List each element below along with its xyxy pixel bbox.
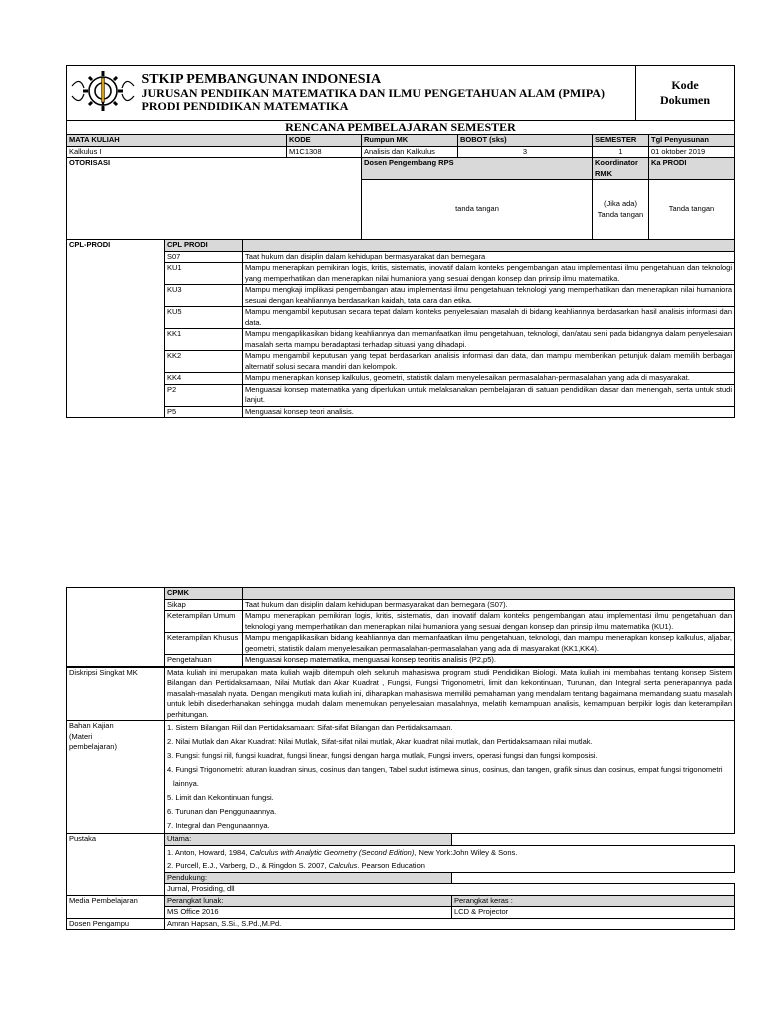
pustaka-label: Pustaka: [67, 834, 165, 896]
kode-value: M1C1308: [287, 146, 362, 158]
bahan-item: 4. Fungsi Trigonometri: aturan kuadran sinus, cosinus dan tangen, Tabel sudut istimewa sinus, cosinus, dan tangen, grafik sinus dan cosinus, empat fungsi trigonometri lainnya.: [167, 765, 723, 788]
details-table: [66, 667, 735, 931]
ref2-publisher: . Pearson Education: [357, 860, 425, 870]
media-label: Media Pembelajaran: [67, 895, 165, 918]
cpmk-label: Keterampilan Khusus: [165, 633, 243, 655]
cpmk-text: Mampu menerapkan pemikiran logis, kritis, sistematis, dan inovatif dalam konteks pengembangan atau implementasi ilmu pengetahuan dan teknologi yang memperhatikan dan menerapkan nilai humaniora yang sesuai dengan konsep dan prinsip ilmu matematika (KU1).: [243, 611, 735, 633]
cpl-code: P5: [165, 406, 243, 418]
rps-page-top: [66, 65, 734, 418]
cpl-row: [67, 263, 735, 285]
pustaka-utama-blank: [452, 834, 735, 846]
cpl-row: [67, 384, 735, 406]
cpmk-row: [67, 655, 735, 667]
institution-name: STKIP PEMBANGUNAN INDONESIA: [141, 72, 382, 88]
rumpun-label: Rumpun MK: [362, 135, 458, 147]
cpl-code: KK4: [165, 373, 243, 385]
bahan-item: 2. Nilai Mutlak dan Akar Kuadrat: Nilai Mutlak, Sifat-sifat nilai mutlak, Akar kuadrat nilai mutlak, dan Pertidaksamaan nilai mutlak.: [167, 737, 593, 746]
tgl-penyusunan-label: Tgl Penyusunan: [649, 135, 735, 147]
perangkat-keras-value: LCD & Projector: [452, 907, 735, 919]
pustaka-pendukung-label: Pendukung:: [165, 872, 452, 884]
cpmk-header-blank: [243, 588, 735, 600]
gear-pen-logo-icon: [68, 66, 138, 116]
ref1-publisher: , New York:John Wiley & Sons.: [414, 847, 518, 857]
bahan-item: 3. Fungsi: fungsi riil, fungsi kuadrat, fungsi linear, fungsi dengan harga mutlak, Fungsi invers, operasi fungsi dan fungsi komposisi.: [167, 751, 598, 760]
signature-kaprodi: [649, 180, 735, 240]
ref1-author: 1. Anton, Howard, 1984,: [167, 847, 250, 857]
rps-page-bottom: [66, 587, 734, 930]
rumpun-value: Analisis dan Kalkulus: [362, 146, 458, 158]
institution-title-cell: [140, 66, 636, 121]
cpl-row: [67, 307, 735, 329]
cpl-text: Mampu mengkaji implikasi pengembangan atau implementasi ilmu pengetahuan teknologi yang memperhatikan dan menerapkan nilai humaniora sesuai dengan keahliannya berdasarkan kaidah, tata cara dan etika.: [243, 285, 735, 307]
cpl-text: Mampu menerapkan pemikiran logis, kritis, sistematis, inovatif dalam konteks pengembangan atau implementasi ilmu pengetahuan dan teknologi yang memperhatikan dan menerapkan nilai humaniora yang sesuai dengan konsep dan prinsip ilmu matematika.: [243, 263, 735, 285]
cpmk-label: Pengetahuan: [165, 655, 243, 667]
bahan-item: 5. Limit dan Kekontinuan fungsi.: [167, 793, 274, 802]
cpl-prodi-table: [66, 240, 735, 418]
ref2-author: 2. Purcell, E.J., Varberg, D., & Ringdon S. 2007,: [167, 860, 329, 870]
cpmk-label: Keterampilan Umum: [165, 611, 243, 633]
bobot-label: BOBOT (sks): [458, 135, 593, 147]
cpmk-label: Sikap: [165, 599, 243, 611]
cpl-code: S07: [165, 251, 243, 263]
cpl-row: [67, 285, 735, 307]
dosen-pengembang-label: Dosen Pengembang RPS: [362, 158, 593, 180]
cpl-text: Mampu menerapkan konsep kalkulus, geometri, statistik dalam menyelesaikan permasalahan-permasalahan yang ada di masyarakat.: [243, 373, 735, 385]
koordinator-label: Koordinator RMK: [593, 158, 649, 180]
dosen-pengampu-value: Amran Hapsan, S.Si., S.Pd.,M.Pd.: [165, 918, 735, 930]
deskripsi-text: Mata kuliah ini merupakan mata kuliah wajib ditempuh oleh seluruh mahasiswa program studi Pendidikan Biologi. Mata kuliah ini membahas tentang konsep Sistem Bilangan dan Pertidaksamaan, Nilai Mutlak dan Akar Kuadrat , Fungsi, Fungsi Trigonometri, limit dan kekontinuan, Turunan, dan Integral serta penerapannya pada masalah-masalah nyata. Dengan mengikuti mata kuliah ini, diharapkan mahasiswa memiliki pemahaman yang mendalam tentang bagaimana memandang suatu masalah untuk lebih disederhanakan sehingga mudah dalam menemukan penyelesaian masalahnya, melatih kemampuan analisis, kemampuan berpikir logis dan keterampilan perhitungan.: [165, 667, 735, 721]
bahan-kajian-label: Bahan Kajian (Materi pembelajaran): [67, 721, 165, 834]
signature-kaprodi-text: Tanda tangan: [668, 204, 715, 214]
institution-header-table: [66, 65, 735, 121]
bahan-item: 7. Integral dan Pengunaannya.: [167, 821, 270, 830]
pustaka-utama-label: Utama:: [165, 834, 452, 846]
cpl-code: KU5: [165, 307, 243, 329]
semester-label: SEMESTER: [593, 135, 649, 147]
perangkat-keras-label: Perangkat keras :: [452, 895, 735, 907]
deskripsi-label: Diskripsi Singkat MK: [67, 667, 165, 721]
semester-value: 1: [593, 146, 649, 158]
cpl-prodi-header: CPL PRODI: [165, 240, 243, 251]
signature-koordinator: [593, 180, 649, 240]
cpl-code: KU3: [165, 285, 243, 307]
cpl-row: [67, 373, 735, 385]
course-info-table: [66, 121, 735, 241]
kode-label-cell: KODE: [287, 135, 362, 147]
kaprodi-label: Ka PRODI: [649, 158, 735, 180]
pustaka-pendukung-text: Jurnal, Prosiding, dll: [165, 884, 735, 896]
cpl-code: KK1: [165, 329, 243, 351]
bahan-kajian-list: [165, 721, 735, 834]
cpmk-text: Menguasai konsep matematika, menguasai konsep teoritis analisis (P2,p5).: [243, 655, 735, 667]
program-name: PRODI PENDIDIKAN MATEMATIKA: [141, 99, 349, 114]
bahan-item: 1. Sistem Bilangan Riil dan Pertidaksamaan: Sifat-sifat Bilangan dan Pertidaksamaan.: [167, 723, 453, 732]
cpmk-text: Taat hukum dan disiplin dalam kehidupan bermasyarakat dan bernegara (S07).: [243, 599, 735, 611]
signature-dosen: [362, 180, 593, 240]
signature-koordinator-note: (Jika ada): [604, 199, 637, 208]
pustaka-ref-2: [165, 859, 735, 873]
dosen-pengampu-label: Dosen Pengampu: [67, 918, 165, 930]
cpmk-text: Mampu mengaplikasikan bidang keahliannya dan memanfaatkan ilmu pengetahuan, teknologi, dan mampu menerapkan konsep kalkulus, aljabar, geometri, statistik dalam menyelesaikan permasalahan-permasalahan yang ada di masyarakat (KK1,KK4).: [243, 633, 735, 655]
signature-dosen-text: tanda tangan: [455, 204, 499, 214]
cpl-row: [67, 251, 735, 263]
cpmk-row: [67, 599, 735, 611]
tgl-value: 01 oktober 2019: [649, 146, 735, 158]
cpl-row: [67, 329, 735, 351]
cpl-text: Mampu mengambil keputusan yang tepat berdasarkan analisis informasi dan data, dan mampu memberikan petunjuk dalam memilih berbagai alternatif solusi secara mandiri dan kelompok.: [243, 351, 735, 373]
cpmk-row: [67, 633, 735, 655]
cpl-code: KU1: [165, 263, 243, 285]
cpl-code: P2: [165, 384, 243, 406]
cpmk-blank-label: [67, 588, 165, 667]
cpl-prodi-label: CPL-PRODI: [67, 240, 165, 418]
perangkat-lunak-value: MS Office 2016: [165, 907, 452, 919]
perangkat-lunak-label: Perangkat lunak:: [165, 895, 452, 907]
bahan-item: 6. Turunan dan Penggunaannya.: [167, 807, 277, 816]
cpl-text: Mampu mengambil keputusan secara tepat dalam konteks penyelesaian masalah di bidang keahliannya berdasarkan hasil analisis informasi dan data.: [243, 307, 735, 329]
otorisasi-label: OTORISASI: [67, 158, 362, 240]
cpmk-header: CPMK: [165, 588, 243, 600]
department-name: JURUSAN PENDIIKAN MATEMATIKA DAN ILMU PENGETAHUAN ALAM (PMIPA): [141, 86, 605, 101]
cpl-text: Taat hukum dan disiplin dalam kehidupan bermasyarakat dan bernegara: [243, 251, 735, 263]
signature-koordinator-text: Tanda tangan: [597, 209, 644, 219]
bobot-value: 3: [458, 146, 593, 158]
kode-label: Kode: [671, 77, 699, 92]
cpmk-row: [67, 611, 735, 633]
ref1-title: Calculus with Analytic Geometry (Second Edition): [249, 847, 415, 857]
cpmk-table: [66, 587, 735, 667]
cpl-text: Menguasai konsep teori analisis.: [243, 406, 735, 418]
logo-cell: [67, 66, 140, 121]
ref2-title: Calculus: [328, 860, 358, 870]
cpl-row: [67, 406, 735, 418]
cpl-prodi-header-blank: [243, 240, 735, 251]
mata-kuliah-label: MATA KULIAH: [67, 135, 287, 147]
pustaka-pendukung-blank: [452, 872, 735, 884]
mata-kuliah-value: Kalkulus I: [67, 146, 287, 158]
cpl-code: KK2: [165, 351, 243, 373]
cpl-text: Mampu mengaplikasikan bidang keahliannya dan memanfaatkan ilmu pengetahuan, teknologi, dan/atau seni pada bidangnya dalam penyelesaian masalah serta mampu beradaptasi terhadap situasi yang dihadapi.: [243, 329, 735, 351]
dokumen-label: Dokumen: [659, 92, 710, 107]
cpl-text: Menguasai konsep matematika yang diperlukan untuk melaksanakan pembelajaran di satuan pendidikan dasar dan menengah, serta untuk studi lanjut.: [243, 384, 735, 406]
kode-dokumen-cell: [636, 66, 735, 121]
cpl-row: [67, 351, 735, 373]
document-title: RENCANA PEMBELAJARAN SEMESTER: [67, 121, 735, 135]
pustaka-ref-1: [165, 845, 735, 859]
